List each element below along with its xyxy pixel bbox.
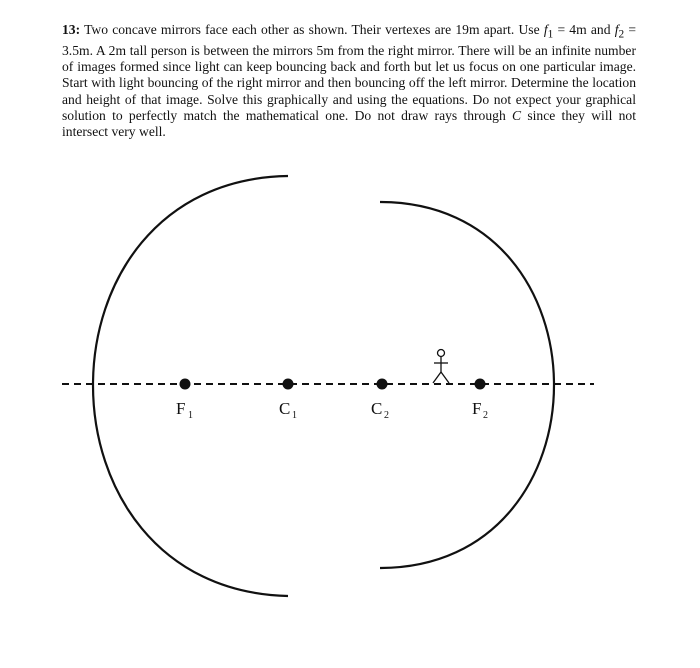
focal-point-f1 bbox=[180, 379, 191, 390]
f1-value: = 4m and bbox=[553, 22, 615, 37]
f1-symbol: f bbox=[543, 22, 548, 37]
problem-number: 13: bbox=[62, 22, 81, 37]
person-stick-figure-icon bbox=[433, 350, 449, 384]
center-point-c2 bbox=[377, 379, 388, 390]
person-left-leg bbox=[433, 372, 441, 383]
label-f1-sub: 1 bbox=[188, 410, 193, 421]
left-mirror bbox=[93, 176, 291, 596]
problem-text-part-2: . A 2m tall person is between the mirrors 5m from the right mirror. There will be an infinite number of images formed since light can keep bouncing back and forth but let us focus on one particular image. Start with light bouncing of the right mirror and then bouncing off the left mirror. Determine the location and height of that image. Solve this graphically and using the equations. Do not expect your graphical solution to perfectly match the mathematical one. Do not draw rays through bbox=[62, 42, 636, 123]
label-c1 bbox=[279, 399, 297, 421]
problem-text-part-1: Two concave mirrors face each other as shown. Their vertexes are 19m apart. Use bbox=[80, 22, 544, 37]
label-f2 bbox=[472, 399, 488, 421]
label-f1 bbox=[176, 399, 193, 421]
label-f2-sub: 2 bbox=[483, 410, 488, 421]
problem-text-part-3: since they will not intersect very well. bbox=[62, 107, 637, 139]
label-c1-sub: 1 bbox=[292, 410, 297, 421]
label-f1-letter: F bbox=[176, 399, 186, 418]
center-symbol: C bbox=[512, 107, 522, 123]
person-head bbox=[438, 350, 445, 357]
right-mirror bbox=[380, 202, 554, 568]
person-right-leg bbox=[441, 372, 449, 383]
center-point-c1 bbox=[283, 379, 294, 390]
label-c2-sub: 2 bbox=[384, 410, 389, 421]
label-f2-letter: F bbox=[472, 399, 482, 418]
label-c2 bbox=[371, 399, 389, 421]
f2-value: = 3.5m bbox=[62, 22, 636, 58]
label-c1-letter: C bbox=[279, 399, 291, 418]
f2-subscript: 2 bbox=[618, 28, 625, 41]
f1-subscript: 1 bbox=[547, 28, 554, 41]
f2-symbol: f bbox=[614, 22, 619, 37]
focal-point-f2 bbox=[475, 379, 486, 390]
label-c2-letter: C bbox=[371, 399, 383, 418]
